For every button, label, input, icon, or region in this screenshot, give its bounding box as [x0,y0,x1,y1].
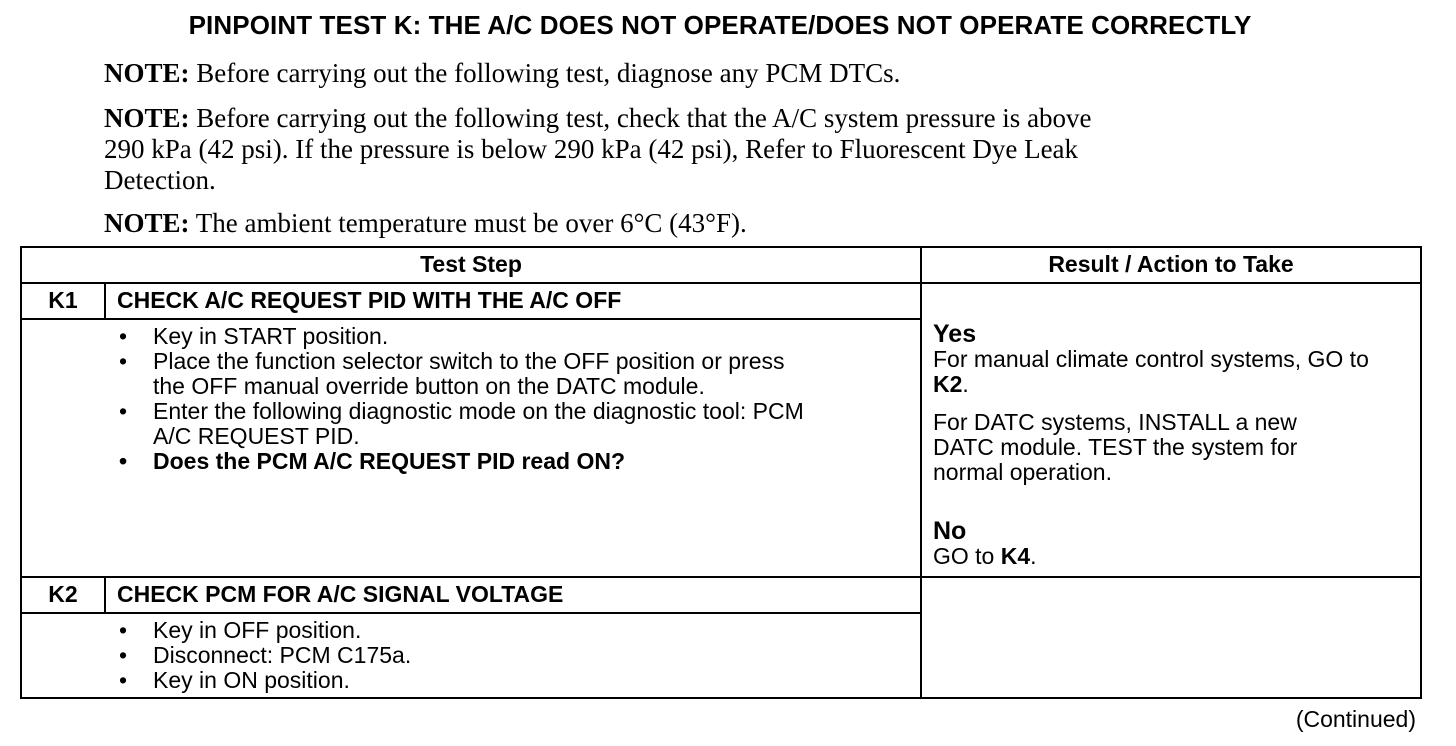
result-yes2-line1: For DATC systems, INSTALL a new [933,409,1297,435]
list-item [117,349,804,399]
note-text-line2: 290 kPa (42 psi). If the pressure is below 290 kPa (42 psi), Refer to Fluorescent Dye Leak [104,134,1079,164]
note-label: NOTE: [104,58,190,88]
page-title: PINPOINT TEST K: THE A/C DOES NOT OPERATE/DOES NOT OPERATE CORRECTLY [188,10,1252,40]
list-item-text: Place the function selector switch to the OFF position or press [153,348,785,374]
step-title-k1: CHECK A/C REQUEST PID WITH THE A/C OFF [117,287,622,313]
bullet-icon: • [118,667,128,693]
note-text-line3: Detection. [104,165,216,195]
bullet-icon: • [118,617,128,643]
result-no [933,519,1417,569]
note-text-line1: Before carrying out the following test, check that the A/C system pressure is above [196,103,1092,133]
list-item [117,449,804,474]
list-item-text: Disconnect: PCM C175a. [153,642,412,668]
list-item-text: Key in ON position. [153,667,350,693]
result-yes2-line3: normal operation. [933,459,1112,485]
note-text: The ambient temperature must be over 6°C (43°F). [195,208,747,238]
list-item-text: the OFF manual override button on the DATC module. [153,373,705,399]
list-item [117,324,804,349]
step-title-k2: CHECK PCM FOR A/C SIGNAL VOLTAGE [117,581,564,607]
list-item-text: Enter the following diagnostic mode on the diagnostic tool: PCM [153,398,804,424]
continued-label: (Continued) [1295,706,1416,732]
list-item-text: Key in START position. [153,323,389,349]
note-label: NOTE: [104,208,190,238]
bullet-icon: • [118,448,128,474]
result-yes2-line2: DATC module. TEST the system for [933,434,1298,460]
result-yes-label: Yes [933,320,977,348]
row-divider [20,318,922,320]
table-border-top [20,246,1422,248]
id-divider [104,282,106,320]
table-border-bottom [20,697,1422,699]
step-id-k2: K2 [48,581,78,607]
table-column-divider [920,246,922,699]
list-item-text: Does the PCM A/C REQUEST PID read ON? [153,448,625,474]
bullet-icon: • [118,323,128,349]
bullet-icon: • [118,642,128,668]
result-yes [933,322,1417,397]
table-border-left [20,246,22,699]
header-test-step: Test Step [420,251,522,277]
result-no-label: No [933,517,967,545]
row-divider [20,612,922,614]
result-yes-line1: For manual climate control systems, GO to [933,346,1369,372]
note-pressure [104,103,1284,196]
list-item [117,668,411,693]
note-dtc [104,58,1284,89]
note-text: Before carrying out the following test, diagnose any PCM DTCs. [196,58,901,88]
note-ambient [104,208,1284,239]
list-item [117,643,411,668]
list-item-text: A/C REQUEST PID. [153,423,360,449]
list-item-text: Key in OFF position. [153,617,362,643]
list-item [117,399,804,449]
row-divider [20,576,1422,578]
punctuation: . [1030,543,1037,569]
result-yes-datc [933,410,1417,485]
step-k2-bullets [117,618,411,693]
bullet-icon: • [118,398,128,424]
punctuation: . [962,371,969,397]
list-item [117,618,411,643]
step-k1-bullets [117,324,804,474]
header-result-action: Result / Action to Take [1048,251,1294,277]
goto-step-link[interactable]: K2 [933,371,963,397]
step-id-k1: K1 [48,287,78,313]
note-label: NOTE: [104,103,190,133]
table-header-divider [20,282,1422,284]
id-divider [104,576,106,614]
result-no-prefix: GO to [933,543,1001,569]
bullet-icon: • [118,348,128,374]
goto-step-link[interactable]: K4 [1000,543,1031,569]
table-border-right [1420,246,1422,699]
